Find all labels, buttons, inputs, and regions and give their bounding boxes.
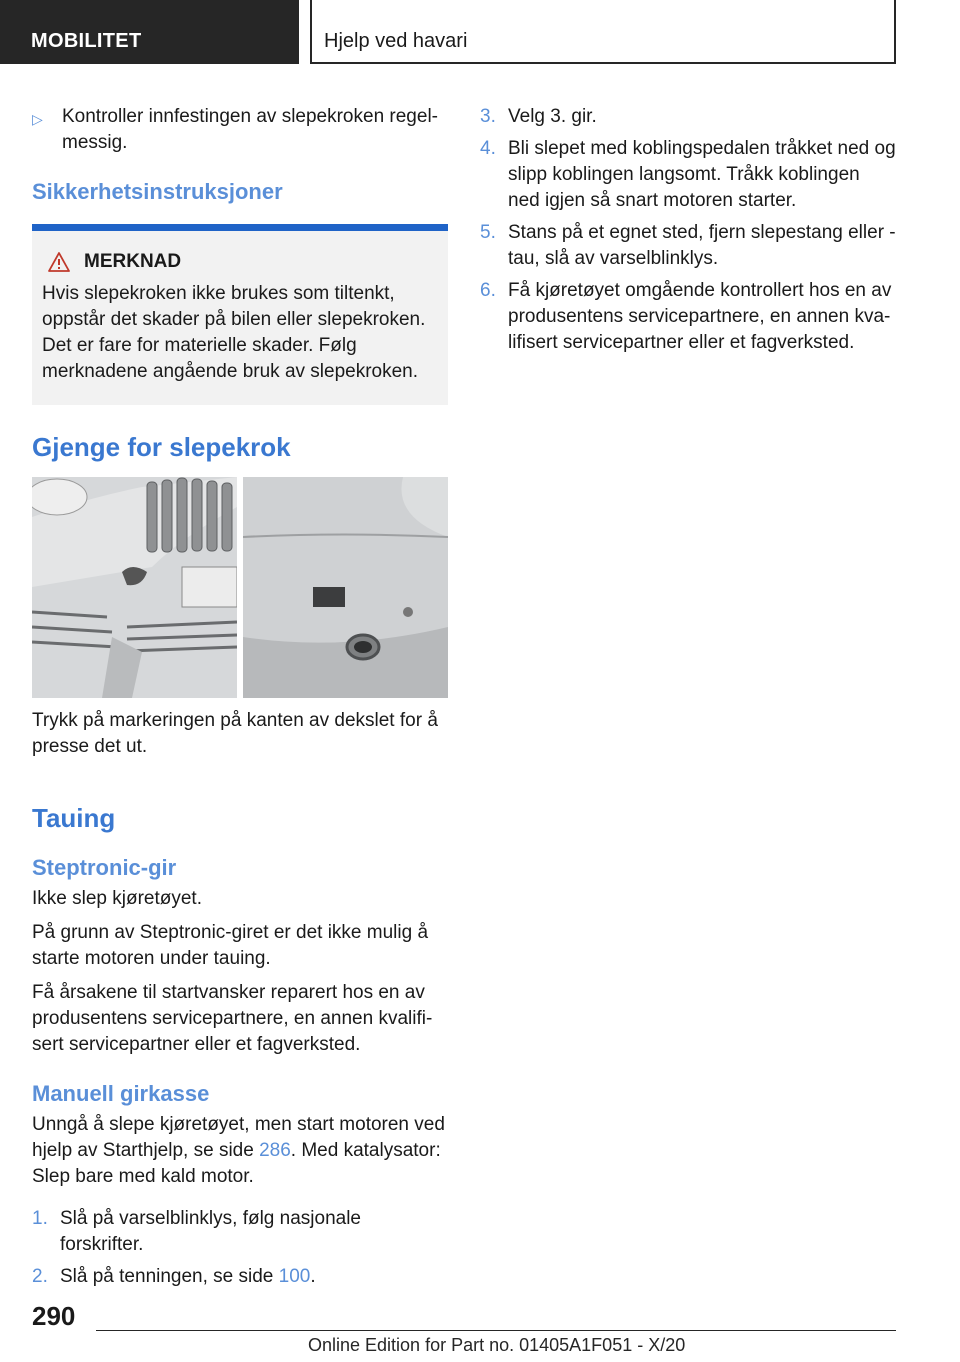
chapter-tab	[310, 0, 896, 64]
step-number: 4.	[480, 138, 496, 159]
left-column	[32, 104, 448, 1296]
step-text: Bli slepet med koblingspedalen tråkket ned og slipp koblingen langsomt. Tråkk koblingen ned igjen så snart motoren starter.	[508, 138, 896, 211]
page-number: 290	[32, 1301, 76, 1331]
manual-text-start: Unngå å slepe kjøretøyet, men start motoren ved hjelp av Starthjelp, se side	[32, 1114, 445, 1161]
section-title: MOBILITET	[31, 30, 142, 52]
footer-divider	[96, 1330, 896, 1331]
chapter-title: Hjelp ved havari	[324, 30, 468, 52]
check-bullet	[32, 104, 448, 156]
notice-box	[32, 224, 448, 405]
list-item	[32, 1264, 448, 1290]
list-item	[32, 1206, 448, 1258]
right-column	[480, 104, 896, 362]
figure-caption: Trykk på markeringen på kanten av dekslet for å presse det ut.	[32, 710, 438, 757]
step-text: Stans på et egnet sted, fjern slepestang eller -tau, slå av varselblinklys.	[508, 222, 896, 269]
step-number: 3.	[480, 106, 496, 127]
section-tab	[0, 0, 299, 64]
steptronic-paragraph-2: På grunn av Steptronic-giret er det ikke mulig å starte motoren under tauing.	[32, 922, 429, 969]
manual-paragraph	[32, 1112, 448, 1190]
warning-triangle-icon	[48, 252, 70, 272]
triangle-bullet-icon: ▷	[32, 111, 43, 127]
manual-text-end: . Med katalysator: Slep bare med kald motor.	[32, 1140, 441, 1187]
step-text: Velg 3. gir.	[508, 106, 597, 127]
manual-heading: Manuell girkasse	[32, 1081, 210, 1106]
page-link-100[interactable]: 100	[278, 1266, 311, 1287]
step-number: 2.	[32, 1266, 48, 1287]
footer-edition: Online Edition for Part no. 01405A1F051 - X/20	[308, 1335, 686, 1355]
steptronic-paragraph-1: Ikke slep kjøretøyet.	[32, 888, 202, 909]
left-steps-list	[32, 1206, 448, 1290]
page-link-286[interactable]: 286	[259, 1140, 291, 1161]
bullet-text: Kontroller innfestingen av slepekroken regelmessig.	[62, 106, 438, 153]
list-item	[480, 104, 896, 130]
list-item	[480, 220, 896, 272]
tow-hook-figure	[32, 477, 448, 698]
notice-text: Hvis slepekroken ikke brukes som tiltenkt, oppstår det skader på bilen eller slepekroken. Det er fare for materielle skader. Følg merknadene angående bruk av slepekroken.	[42, 283, 426, 382]
notice-header	[42, 249, 434, 275]
step-text: Slå på varselblinklys, følg nasjonale forskrifter.	[60, 1208, 361, 1255]
list-item	[480, 278, 896, 356]
towing-heading: Tauing	[32, 803, 116, 833]
step-text: Få kjøretøyet omgående kontrollert hos en av produsentens servicepartnere, en annen kvalifisert servicepartner eller et fagverksted.	[508, 280, 892, 353]
front-bumper-image	[32, 477, 237, 698]
step-number: 6.	[480, 280, 496, 301]
steptronic-heading: Steptronic-gir	[32, 855, 177, 880]
steptronic-paragraph-3: Få årsakene til startvansker reparert hos en av produsentens servicepartnere, en annen kvalifisert servicepartner eller et fagverksted.	[32, 982, 433, 1055]
step-number: 5.	[480, 222, 496, 243]
step-text: Slå på tenningen, se side 100.	[60, 1266, 316, 1287]
rear-bumper-image	[243, 477, 448, 698]
notice-label: MERKNAD	[84, 251, 182, 272]
right-steps-list	[480, 104, 896, 356]
step-number: 1.	[32, 1208, 48, 1229]
safety-heading: Sikkerhetsinstruksjoner	[32, 179, 283, 204]
thread-heading: Gjenge for slepekrok	[32, 432, 291, 462]
list-item	[480, 136, 896, 214]
